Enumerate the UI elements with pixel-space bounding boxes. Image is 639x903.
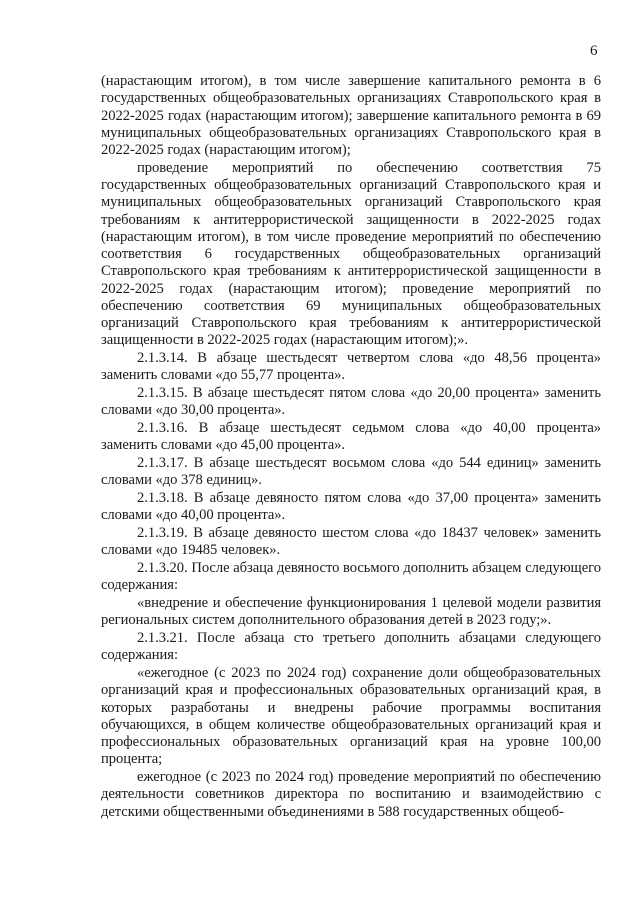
paragraph: 2.1.3.14. В абзаце шестьдесят четвертом слова «до 48,56 процента» заменить словами «до 55,77 процента». bbox=[101, 350, 601, 384]
paragraph: проведение мероприятий по обеспечению соответствия 75 государственных общеобразовательных организаций Ставропольского края и муниципальных общеобразовательных организаций Ставропольского края требованиям к антитеррористической защищенности в 2022-2025 годах (нарастающим итогом), в том числе проведение мероприятий по обеспечению соответствия 6 государственных общеобразовательных организаций Ставропольского края требованиям к антитеррористической защищенности в 2022-2025 годах (нарастающим итогом); проведение мероприятий по обеспечению соответствия 69 муниципальных общеобразовательных организаций Ставропольского края требованиям к антитеррористической защищенности в 2022-2025 годах (нарастающим итогом);». bbox=[101, 159, 601, 349]
paragraph: 2.1.3.18. В абзаце девяносто пятом слова «до 37,00 процента» заменить словами «до 40,00 процента». bbox=[101, 490, 601, 524]
paragraph: 2.1.3.21. После абзаца сто третьего дополнить абзацами следующего содержания: bbox=[101, 630, 601, 664]
page-number: 6 bbox=[590, 43, 598, 59]
paragraph: 2.1.3.15. В абзаце шестьдесят пятом слова «до 20,00 процента» заменить словами «до 30,00 процента». bbox=[101, 385, 601, 419]
paragraph: (нарастающим итогом), в том числе завершение капитального ремонта в 6 государственных общеобразовательных организациях Ставропольского края в 2022-2025 годах (нарастающим итогом); завершение капитального ремонта в 69 муниципальных общеобразовательных организациях Ставропольского края в 2022-2025 годах (нарастающим итогом); bbox=[101, 73, 601, 158]
paragraph: 2.1.3.20. После абзаца девяносто восьмого дополнить абзацем следующего содержания: bbox=[101, 560, 601, 594]
paragraph: «внедрение и обеспечение функционирования 1 целевой модели развития региональных систем дополнительного образования детей в 2023 году;». bbox=[101, 595, 601, 629]
paragraph: 2.1.3.17. В абзаце шестьдесят восьмом слова «до 544 единиц» заменить словами «до 378 единиц». bbox=[101, 455, 601, 489]
document-body bbox=[101, 73, 601, 821]
paragraph: 2.1.3.16. В абзаце шестьдесят седьмом слова «до 40,00 процента» заменить словами «до 45,00 процента». bbox=[101, 420, 601, 454]
paragraph: 2.1.3.19. В абзаце девяносто шестом слова «до 18437 человек» заменить словами «до 19485 человек». bbox=[101, 525, 601, 559]
paragraph: ежегодное (с 2023 по 2024 год) проведение мероприятий по обеспечению деятельности советников директора по воспитанию и взаимодействию с детскими общественными объединениями в 588 государственных общеоб- bbox=[101, 769, 601, 820]
paragraph: «ежегодное (с 2023 по 2024 год) сохранение доли общеобразовательных организаций края и профессиональных образовательных организаций края, в которых разработаны и внедрены рабочие программы воспитания обучающихся, в общем количестве общеобразовательных организаций края и профессиональных образовательных организаций края на уровне 100,00 процента; bbox=[101, 665, 601, 768]
